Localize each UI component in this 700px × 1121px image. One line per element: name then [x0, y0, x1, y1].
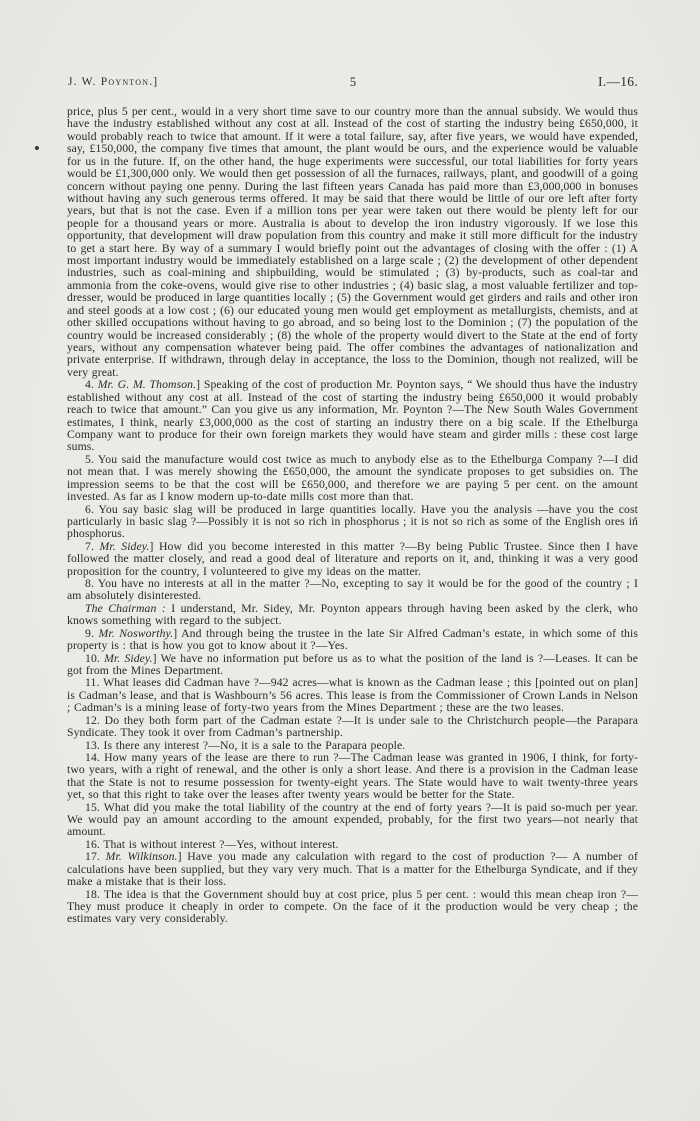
paragraph [67, 653, 638, 678]
paragraph-text: 4. [85, 378, 98, 392]
paragraph-text: 6. You say basic slag will be produced in large quantities locally. Have you the analysis —have you the cost particularly in basic slag ?—Possibly it is not so rich in phosphorus ; it is not so rich as some of the English ores in phosphorus. [67, 502, 638, 541]
paragraph-text: ] Have you made any calculation with regard to the cost of production ?— A number of calculations have been supplied, but they vary very much. That is a matter for the Ethelburga Syndicate, and if they make a mistake that is their loss. [67, 850, 638, 889]
paragraph [67, 802, 638, 839]
paragraph-text: 13. Is there any interest ?—No, it is a sale to the Parapara people. [85, 738, 406, 752]
speaker-name: Mr. Sidey. [99, 539, 150, 553]
paragraph-text: 16. That is without interest ?—Yes, without interest. [85, 837, 339, 851]
paragraph-text: price, plus 5 per cent., would in a very short time save to our country more than the annual subsidy. We would thus have the industry established without any cost at all. Instead of the cost of starting the industry being £650,000, it would probably reach to twice that amount. If it were a total failure, say, after five years, we would have expended, say, £150,000, the company five times that amount, the plant would be ours, and the experience would be valuable for us in the future. If, on the other hand, the huge experiments were successful, our total liabilities for forty years would be £1,300,000 only. We would then get possession of all the furnaces, railways, plant, and goodwill of a going concern without paying one penny. During the last fifteen years Canada has paid more than £3,000,000 in bonuses without having any such generous terms offered. It may be said that there would be little of our ore left after forty years, but that is not the case. Even if a million tons per year were taken out there would be plenty left for our people for a thousand years or more. Australia is about to develop the iron industry vigorously. If we lose this opportunity, that development will draw population from this country and make it still more difficult for the industry to get a start here. By way of a summary I would briefly point out the advantages of closing with the offer : (1) A most important industry would be immediately established on a large scale ; (2) the development of other dependent industries, such as coal-mining and shipbuilding, would be stimulated ; (3) by-products, such as coal-tar and ammonia from the coke-ovens, would give rise to other industries ; (4) basic slag, a most valuable fertilizer and top-dresser, would be produced in large quantities locally ; (5) the Government would get girders and rails and other iron and steel goods at a low cost ; (6) our educated young men would get employment as metallurgists, chemists, and at other skilled occupations without having to go abroad, and so being lost to the Dominion ; (7) the population of the country would be increased considerably ; (8) the whole of the property would divert to the State at the end of forty years, without any compensation whatever being paid. The offer combines the advantages of nationalization and private enterprise. If withdrawn, through delay in acceptance, the loss to the Dominion, though not realized, will be very great. [67, 105, 638, 379]
paragraph [67, 603, 638, 628]
paragraph [67, 851, 638, 888]
paragraph-text: 14. How many years of the lease are there to run ?—The Cadman lease was granted in 1906, I think, for forty-two years, with a right of renewal, and the other is only a short lease. And there is a provision in the Cadman lease that the State is not to resume possession for twenty-eight years. The State would have to wait twenty-three years yet, so that this right to take over the leases after twenty years would be better for the State. [67, 750, 638, 802]
paragraph-text: 17. [85, 850, 106, 864]
paragraph [67, 677, 638, 714]
paragraph-text: 18. The idea is that the Government should buy at cost price, plus 5 per cent. : would this mean cheap iron ?—They must produce it cheaply in order to compete. On the face of it the production would be very cheap ; the estimates vary very considerably. [67, 887, 638, 926]
paragraph-text: 9. [85, 626, 99, 640]
header-speaker-name: J. W. Poynton.] [68, 76, 159, 88]
paragraph [67, 752, 638, 802]
paragraph [67, 454, 638, 504]
speaker-name: Mr. Wilkinson. [105, 850, 178, 864]
paragraph [67, 889, 638, 926]
paragraph [67, 578, 638, 603]
paragraph-text: 7. [85, 539, 100, 553]
paragraph-text: 12. Do they both form part of the Cadman estate ?—It is under sale to the Christchurch people—the Parapara Syndicate. They took it over from Cadman’s partnership. [67, 713, 638, 740]
paragraph [67, 504, 638, 541]
paragraph-text: ] And through being the trustee in the late Sir Alfred Cadman’s estate, in which some of this property is : that is how you got to know about it ?—Yes. [67, 626, 639, 653]
paragraph [67, 541, 638, 578]
page-body [67, 106, 638, 926]
paragraph-text: 11. What leases did Cadman have ?—942 acres—what is known as the Cadman lease ; this [pointed out on plan] is Cadman’s lease, and that is Washbourn’s 56 acres. This lease is from the Commissioner of Crown Lands in Nelson ; Cadman’s is a mining lease of forty-two years from the Mines Department ; these are the two leases. [67, 676, 638, 715]
paragraph-text: 8. You have no interests at all in the matter ?—No, excepting to say it would be for the good of the country ; I am absolutely disinterested. [67, 577, 638, 603]
paragraph-text: ] Speaking of the cost of production Mr. Poynton says, “ We should thus have the industry established without any cost at all. Instead of the cost of starting the industry being £650,000 it would probably reach to twice that amount.” Can you give us any information, Mr. Poynton ?—The New South Wales Government estimates, I think, nearly £3,000,000 as the cost of starting an industry there on a big scale. If the Ethelburga Company want to produce for their own foreign markets they would have steam and girder mills : these cost large sums. [67, 378, 638, 454]
header-page-number: 5 [349, 75, 357, 89]
page-header [68, 74, 638, 90]
paragraph [67, 715, 638, 740]
paragraph [67, 106, 638, 379]
paragraph-text: 10. [85, 651, 105, 665]
header-paper-reference: I.—16. [597, 74, 638, 89]
speaker-name: Mr. G. M. Thomson. [97, 378, 197, 392]
paragraph [67, 379, 638, 454]
paragraph-text: ] We have no information put before us as to what the position of the land is ?—Leases. It can be got from the Mines Department. [67, 651, 638, 677]
paragraph-text: 15. What did you make the total liability of the country at the end of forty years ?—It is paid so-much per year. We would pay an amount according to the amount expended, probably, for the first two years—not nearly that amount. [67, 800, 638, 839]
speaker-name: The Chairman : [85, 601, 166, 615]
paragraph [67, 628, 638, 653]
paragraph-text: I understand, Mr. Sidey, Mr. Poynton appears through having been asked by the clerk, who knows something with regard to the subject. [67, 601, 638, 628]
paragraph-text: 5. You said the manufacture would cost twice as much to anybody else as to the Ethelburga Company ?—I did not mean that. I was merely showing the £650,000, the amount the syndicate proposes to get subsidies on. The impression seems to be that the cost will be £650,000, and therefore we are paying 5 per cent. on the amount invested. As far as I know modern up-to-date mills cost more than that. [67, 452, 638, 504]
speaker-name: Mr. Sidey. [104, 651, 153, 665]
speaker-name: Mr. Nosworthy. [98, 626, 174, 640]
ink-speck [34, 145, 39, 150]
paragraph-text: ] How did you become interested in this matter ?—By being Public Trustee. Since then I have followed the matter closely, and read a good deal of literature and reports on it, and, thinking it was a very good proposition for the country, I volunteered to give my ideas on the matter. [67, 539, 638, 578]
